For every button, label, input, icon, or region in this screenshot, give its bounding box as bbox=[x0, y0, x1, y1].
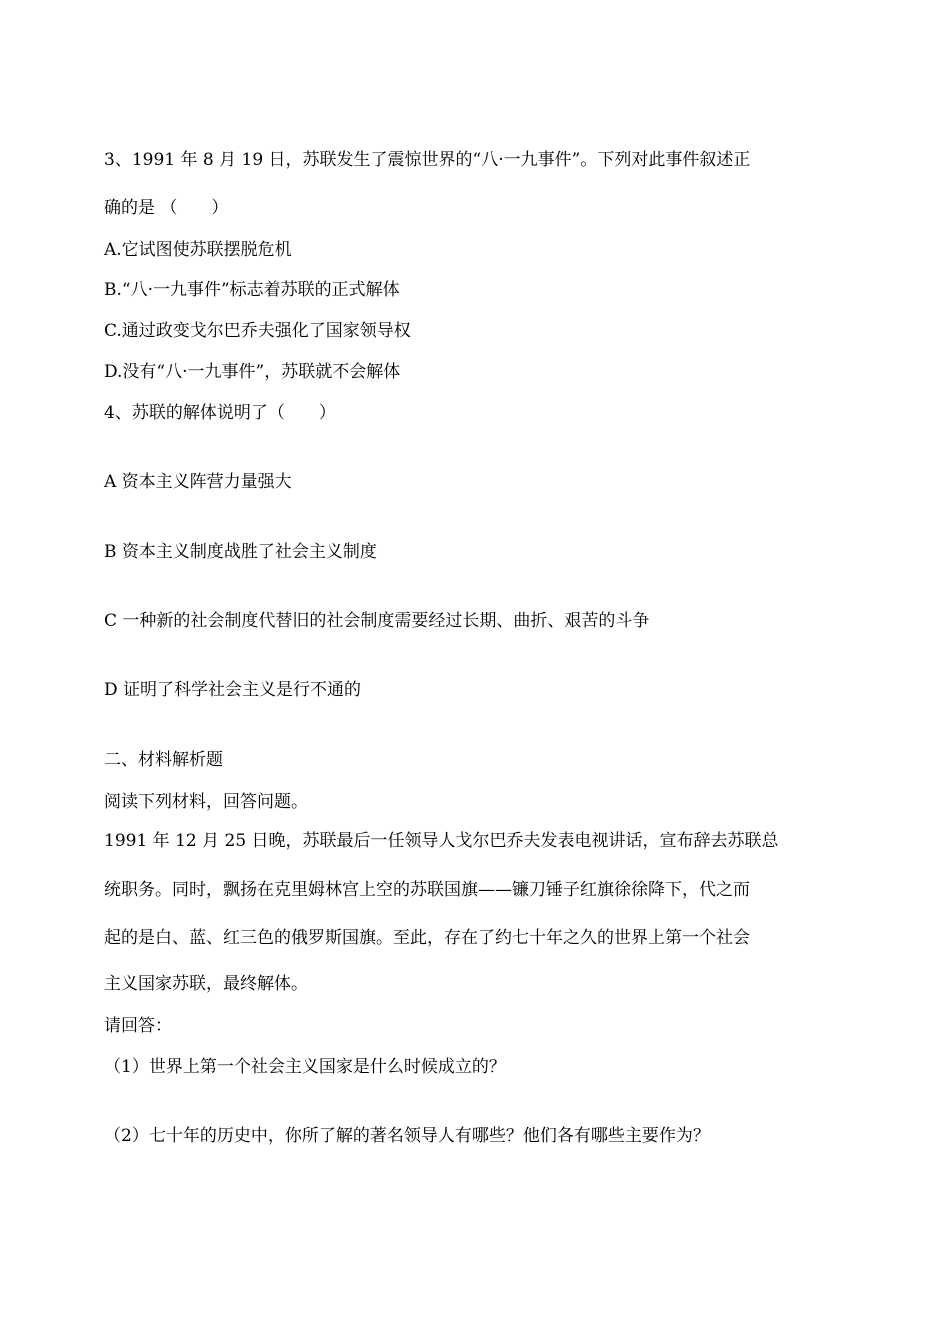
q3-option-c: C.通过政变戈尔巴乔夫强化了国家领导权 bbox=[104, 321, 411, 341]
q4-option-c: C 一种新的社会制度代替旧的社会制度需要经过长期、曲折、艰苦的斗争 bbox=[104, 611, 650, 631]
q3-option-b: B.“八·一九事件”标志着苏联的正式解体 bbox=[104, 280, 400, 300]
q4-option-d: D 证明了科学社会主义是行不通的 bbox=[104, 680, 362, 700]
answer-prompt: 请回答： bbox=[104, 1016, 172, 1036]
section2-instruction: 阅读下列材料，回答问题。 bbox=[104, 792, 308, 812]
q3-stem-line1: 3、1991 年 8 月 19 日，苏联发生了震惊世界的“八·一九事件”。下列对此事件叙述正 bbox=[104, 150, 751, 170]
q3-option-a: A.它试图使苏联摆脱危机 bbox=[104, 240, 292, 260]
sub-question-1: （1）世界上第一个社会主义国家是什么时候成立的？ bbox=[104, 1057, 506, 1077]
material-line-2: 统职务。同时，飘扬在克里姆林宫上空的苏联国旗——镰刀锤子红旗徐徐降下，代之而 bbox=[104, 880, 750, 900]
material-line-1: 1991 年 12 月 25 日晚，苏联最后一任领导人戈尔巴乔夫发表电视讲话，宣布辞去苏联总 bbox=[104, 831, 779, 851]
sub-question-2: （2）七十年的历史中，你所了解的著名领导人有哪些？他们各有哪些主要作为？ bbox=[104, 1126, 710, 1146]
q4-option-a: A 资本主义阵营力量强大 bbox=[104, 472, 292, 492]
section2-heading: 二、材料解析题 bbox=[104, 750, 223, 770]
q3-stem-line2: 确的是 （ ） bbox=[104, 198, 229, 218]
q4-stem: 4、苏联的解体说明了（ ） bbox=[104, 403, 336, 423]
material-line-3: 起的是白、蓝、红三色的俄罗斯国旗。至此，存在了约七十年之久的世界上第一个社会 bbox=[104, 928, 750, 948]
q3-option-d: D.没有“八·一九事件”，苏联就不会解体 bbox=[104, 362, 401, 382]
material-line-4: 主义国家苏联，最终解体。 bbox=[104, 974, 308, 994]
q4-option-b: B 资本主义制度战胜了社会主义制度 bbox=[104, 542, 377, 562]
